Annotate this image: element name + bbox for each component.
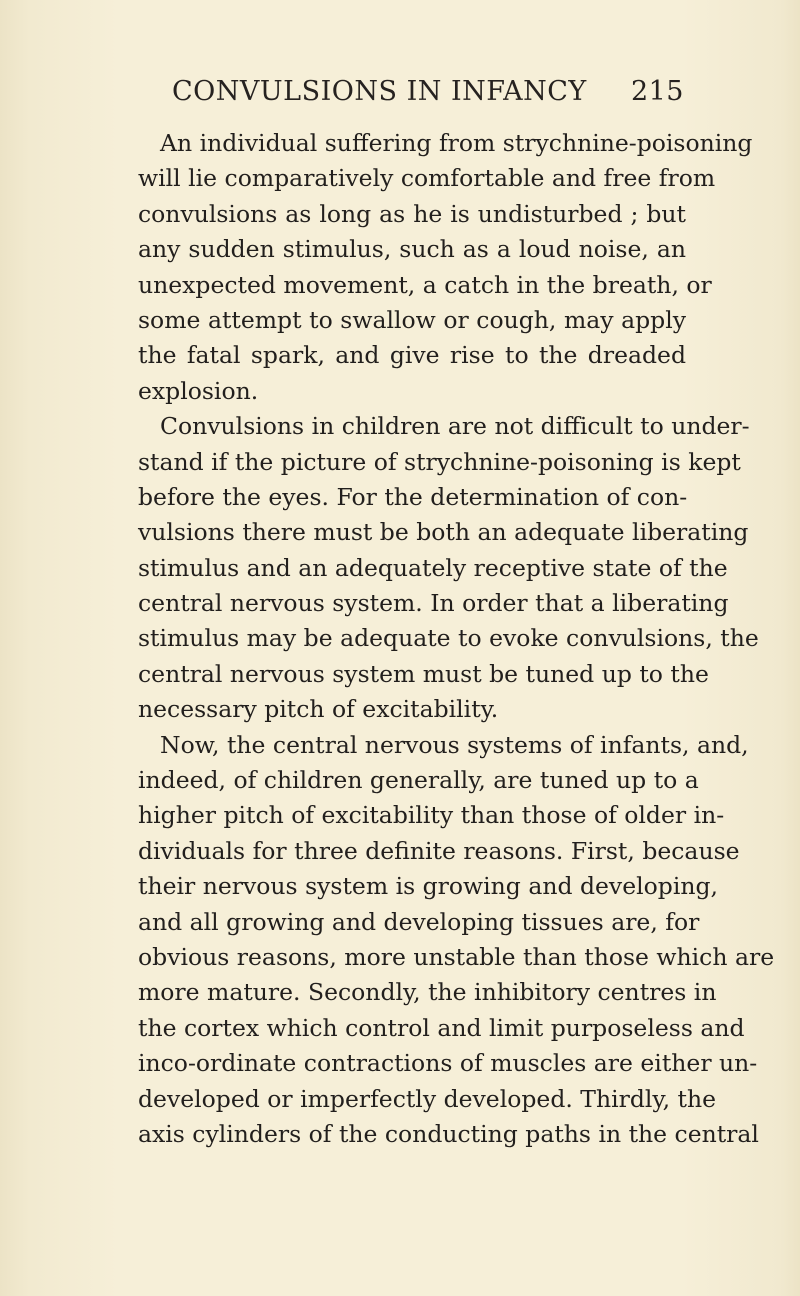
text-line: their nervous system is growing and developing, xyxy=(138,872,718,901)
text-line: will lie comparatively comfortable and free from xyxy=(138,164,716,193)
text-line: explosion. xyxy=(138,376,259,405)
text-line: inco-ordinate contractions of muscles are either un- xyxy=(138,1049,758,1078)
text-line: axis cylinders of the conducting paths in the central xyxy=(138,1119,759,1148)
page-number: 215 xyxy=(630,76,684,107)
text-line: stand if the picture of strychnine-poisoning is kept xyxy=(138,447,741,476)
text-line: before the eyes. For the determination of con- xyxy=(138,482,688,511)
text-line: Convulsions in children are not difficult to under- xyxy=(160,412,750,441)
text-line: unexpected movement, a catch in the breath, or xyxy=(138,270,712,299)
text-line: developed or imperfectly developed. Thirdly, the xyxy=(138,1084,716,1113)
text-line: any sudden stimulus, such as a loud noise, an xyxy=(138,235,686,264)
text-line: central nervous system. In order that a liberating xyxy=(138,589,729,618)
text-line: convulsions as long as he is undisturbed ; but xyxy=(138,199,686,228)
text-line: An individual suffering from strychnine-poisoning xyxy=(160,129,753,157)
text-line: the cortex which control and limit purposeless and xyxy=(138,1013,745,1042)
text-line: vulsions there must be both an adequate liberating xyxy=(138,518,749,547)
text-line: indeed, of children generally, are tuned up to a xyxy=(138,766,699,795)
text-line: obvious reasons, more unstable than those which are xyxy=(138,942,775,971)
chapter-title: CONVULSIONS IN INFANCY xyxy=(172,76,587,107)
text-line: central nervous system must be tuned up to the xyxy=(138,659,709,688)
text-line: stimulus may be adequate to evoke convulsions, the xyxy=(138,624,759,653)
text-line: higher pitch of excitability than those of older in- xyxy=(138,801,725,830)
text-line: necessary pitch of excitability. xyxy=(138,695,499,724)
text-line: dividuals for three definite reasons. First, because xyxy=(138,836,740,865)
text-line: some attempt to swallow or cough, may apply xyxy=(138,305,686,334)
text-line: stimulus and an adequately receptive state of the xyxy=(138,553,728,582)
text-line: and all growing and developing tissues are, for xyxy=(138,907,700,936)
text-line: Now, the central nervous systems of infants, and, xyxy=(160,730,749,759)
text-line: the fatal spark, and give rise to the dreaded xyxy=(138,341,686,370)
text-line: more mature. Secondly, the inhibitory centres in xyxy=(138,978,717,1007)
body-text xyxy=(138,126,775,1152)
